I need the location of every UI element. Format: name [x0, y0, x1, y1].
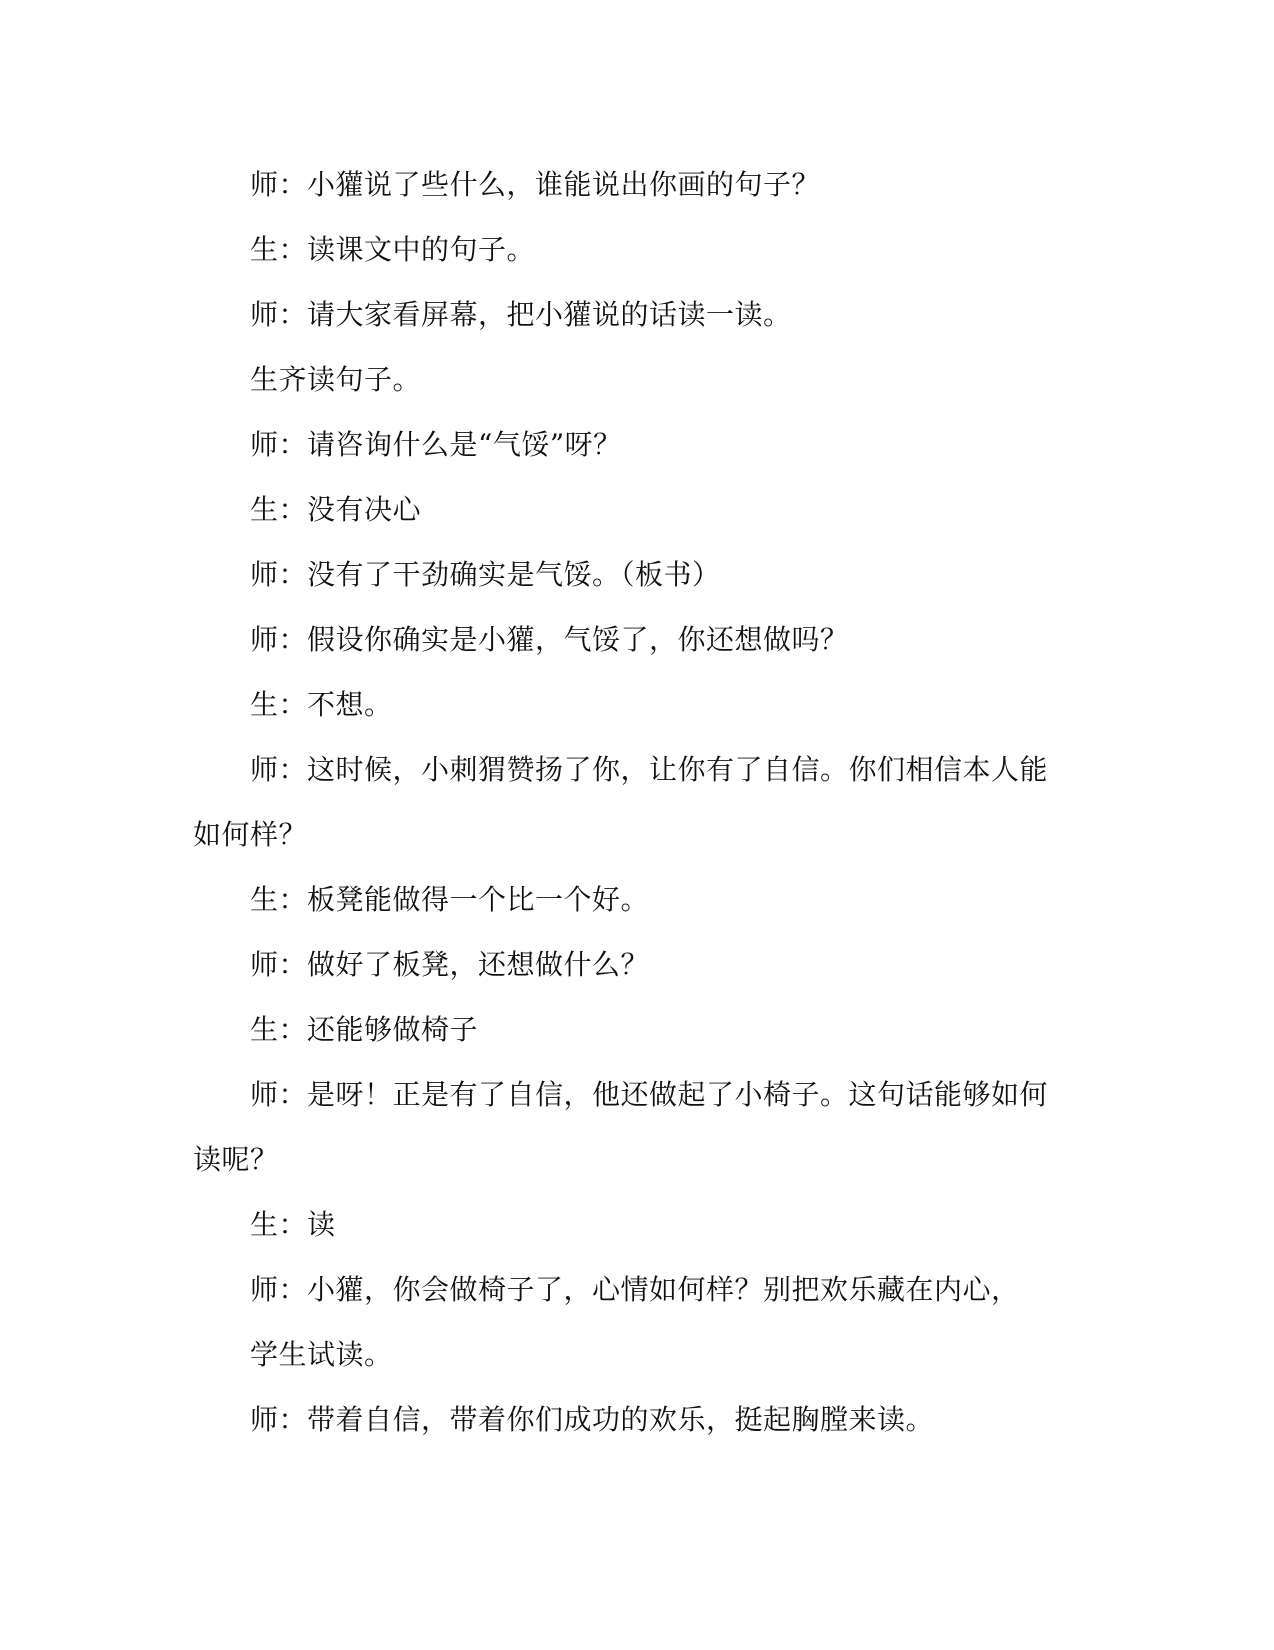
document-body: [193, 152, 1073, 1452]
paragraph: 生：板凳能做得一个比一个好。: [250, 883, 650, 916]
paragraph: 生：还能够做椅子: [250, 1013, 479, 1046]
paragraph: 师：请咨询什么是“气馁”呀？: [250, 428, 622, 461]
paragraph: 学生试读。: [250, 1338, 393, 1371]
paragraph: 生齐读句子。: [250, 363, 422, 396]
paragraph: 师：没有了干劲确实是气馁。（板书）: [250, 558, 721, 591]
paragraph: 师：请大家看屏幕，把小獾说的话读一读。: [250, 298, 792, 331]
paragraph: 生：不想。: [250, 688, 393, 721]
paragraph: 师：是呀！正是有了自信，他还做起了小椅子。这句话能够如何读呢？: [193, 1078, 1049, 1176]
paragraph: 师：小獾，你会做椅子了，心情如何样？别把欢乐藏在内心，: [250, 1273, 1020, 1306]
paragraph: 师：这时候，小刺猬赞扬了你，让你有了自信。你们相信本人能如何样？: [193, 753, 1049, 851]
paragraph: 生：读课文中的句子。: [250, 233, 536, 266]
paragraph: 生：读: [250, 1208, 336, 1241]
paragraph: 师：带着自信，带着你们成功的欢乐，挺起胸膛来读。: [250, 1403, 935, 1436]
paragraph: 师：假设你确实是小獾，气馁了，你还想做吗？: [250, 623, 849, 656]
paragraph: 师：小獾说了些什么，谁能说出你画的句子？: [250, 168, 821, 201]
paragraph: 生：没有决心: [250, 493, 422, 526]
paragraph: 师：做好了板凳，还想做什么？: [250, 948, 650, 981]
